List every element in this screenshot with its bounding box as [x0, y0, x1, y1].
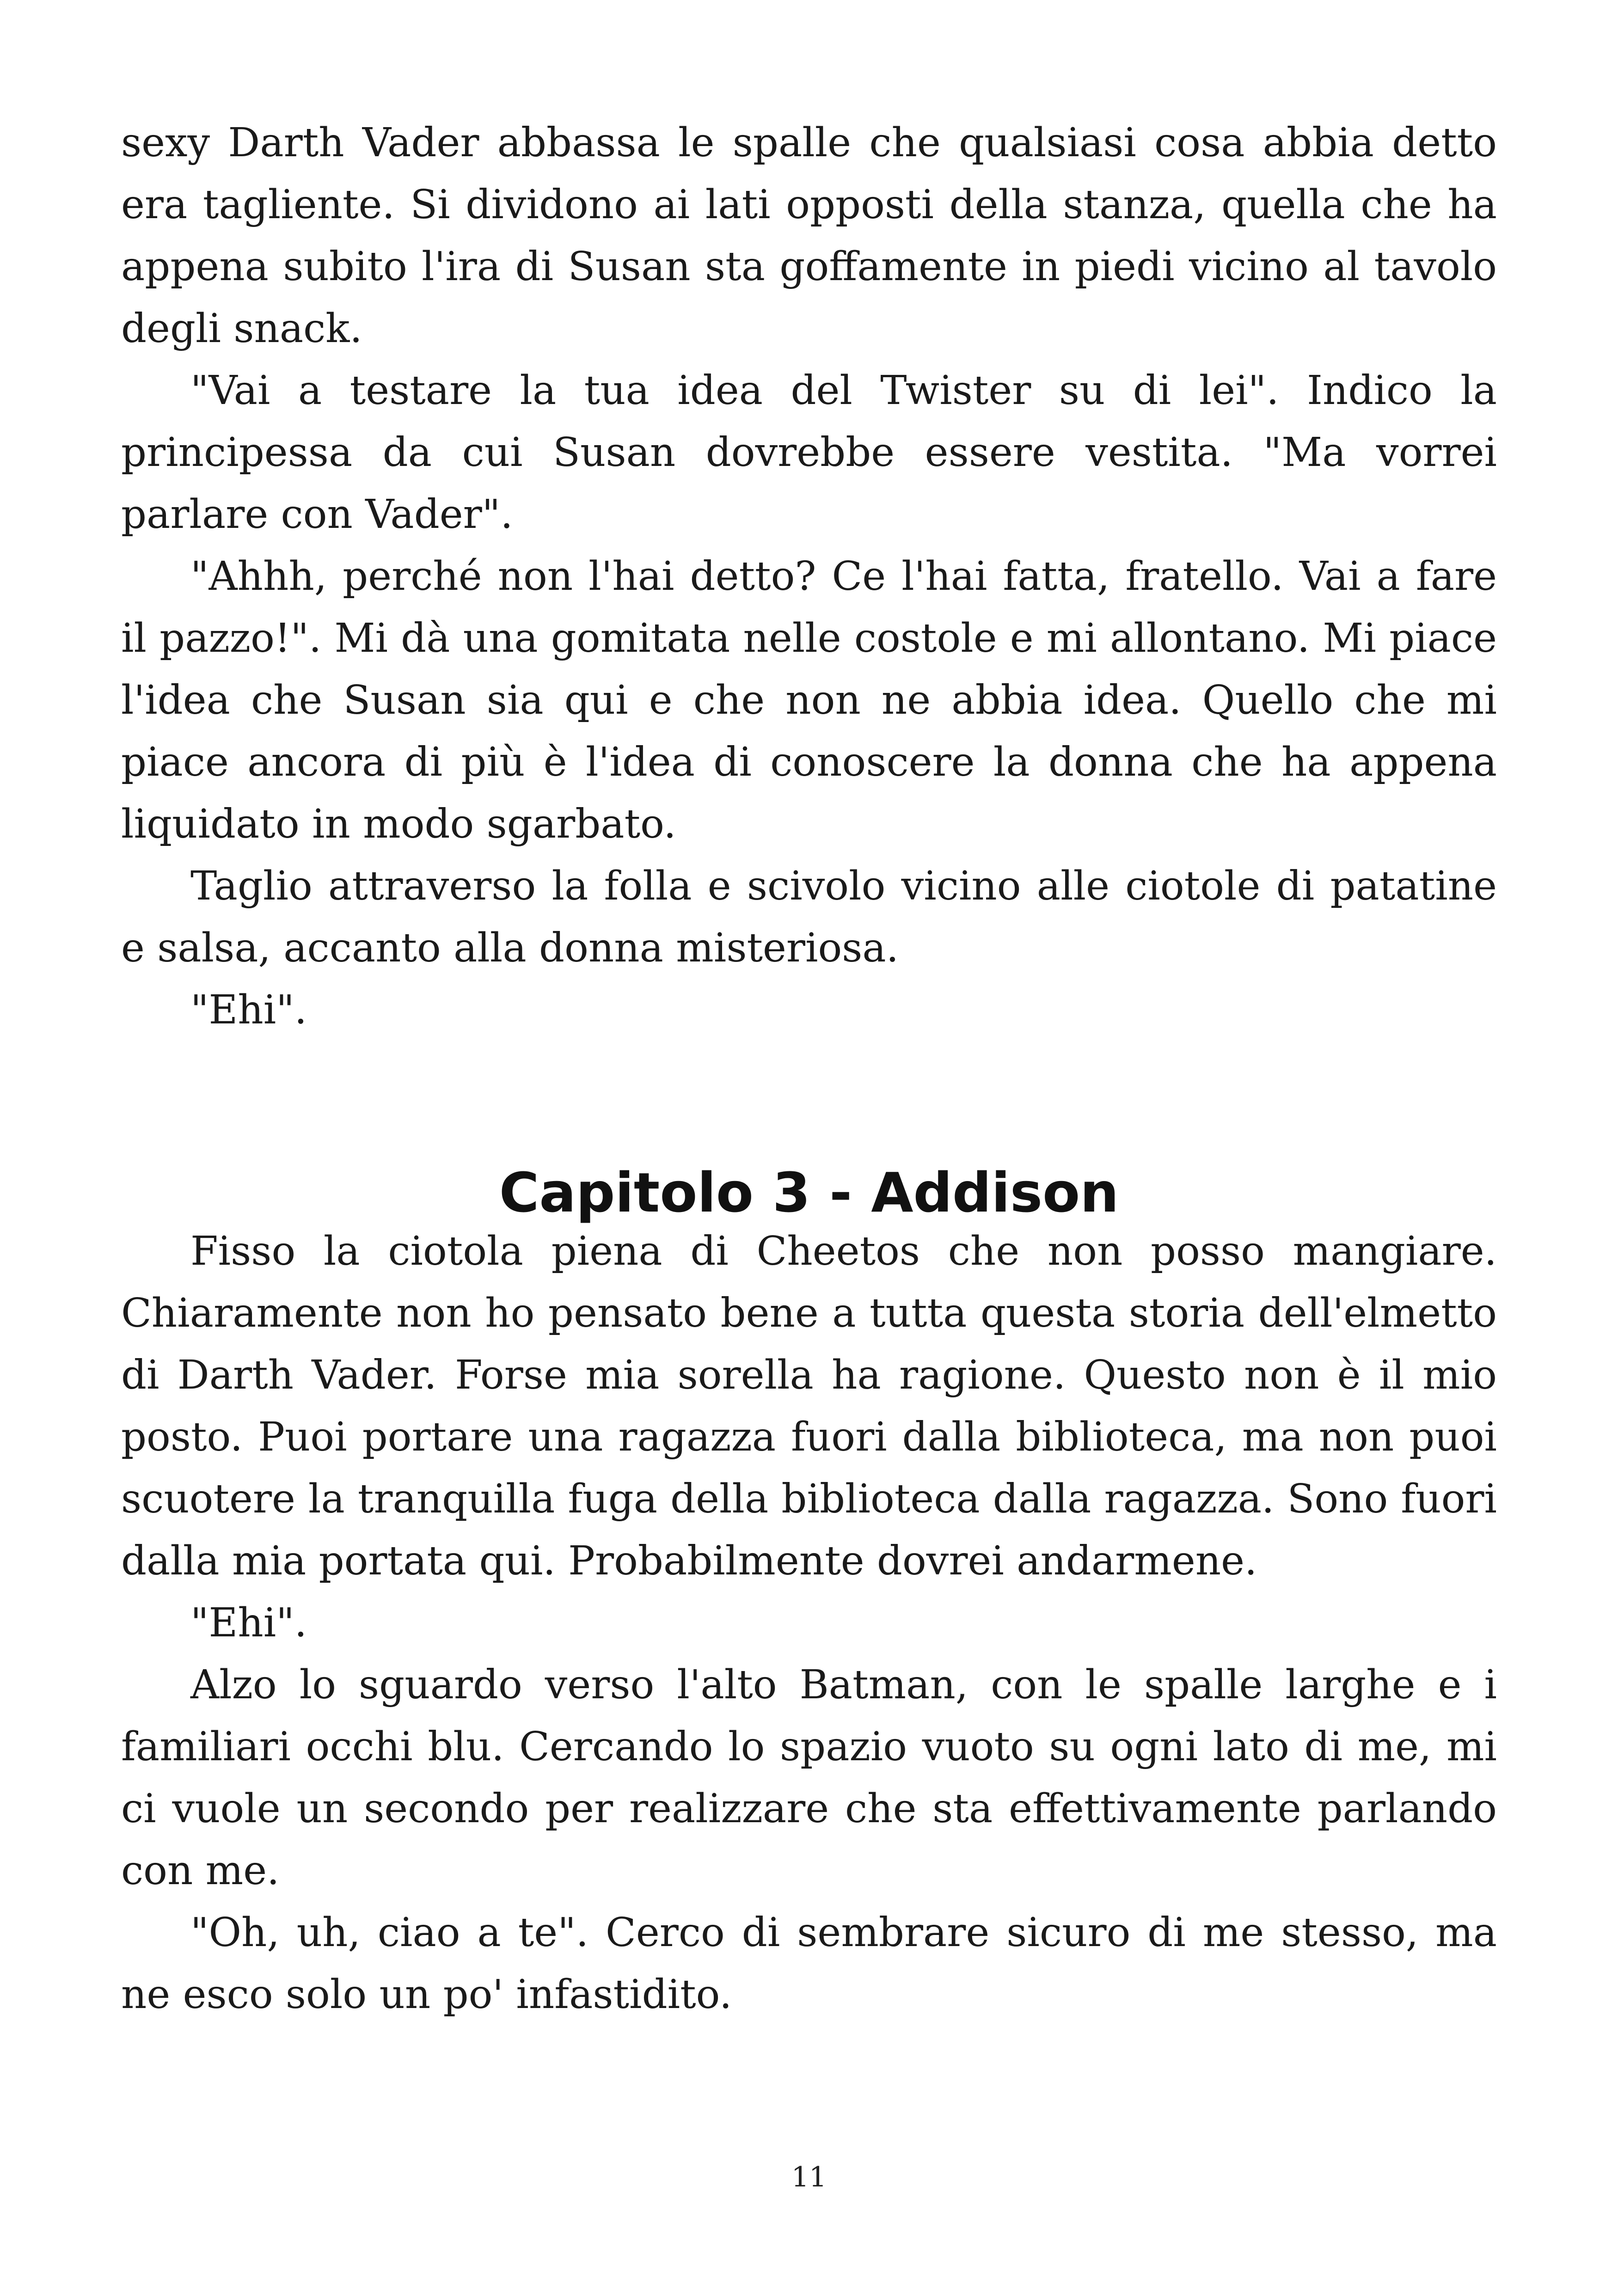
- paragraph: Alzo lo sguardo verso l'alto Batman, con le spalle larghe e i familiari occhi blu. Cercando lo spazio vuoto su ogni lato di me, mi ci vuole un secondo per realizzare che sta effettivamente parlando con me.: [121, 1662, 1497, 1894]
- chapter-title: Capitolo 3 - Addison: [499, 1161, 1119, 1225]
- chapter-text: [121, 1220, 1497, 2026]
- paragraph: "Ehi".: [190, 1600, 307, 1646]
- page-number: 11: [791, 2161, 827, 2193]
- paragraph: Taglio attraverso la folla e scivolo vicino alle ciotole di patatine e salsa, accanto alla donna misteriosa.: [121, 863, 1497, 971]
- paragraph: "Ahhh, perché non l'hai detto? Ce l'hai fatta, fratello. Vai a fare il pazzo!". Mi dà una gomitata nelle costole e mi allontano. Mi piace l'idea che Susan sia qui e che non ne abbia idea. Quello che mi piace ancora di più è l'idea di conoscere la donna che ha appena liquidato in modo sgarbato.: [121, 553, 1497, 847]
- paragraph: "Vai a testare la tua idea del Twister su di lei". Indico la principessa da cui Susan dovrebbe essere vestita. "Ma vorrei parlare con Vader".: [121, 367, 1497, 538]
- paragraph: Fisso la ciotola piena di Cheetos che non posso mangiare. Chiaramente non ho pensato bene a tutta questa storia dell'elmetto di Darth Vader. Forse mia sorella ha ragione. Questo non è il mio posto. Puoi portare una ragazza fuori dalla biblioteca, ma non puoi scuotere la tranquilla fuga della biblioteca dalla ragazza. Sono fuori dalla mia portata qui. Probabilmente dovrei andarmene.: [121, 1228, 1497, 1584]
- paragraph: "Ehi".: [190, 987, 307, 1033]
- previous-chapter-text: [121, 112, 1497, 1041]
- paragraph: sexy Darth Vader abbassa le spalle che qualsiasi cosa abbia detto era tagliente. Si dividono ai lati opposti della stanza, quella che ha appena subito l'ira di Susan sta goffamente in piedi vicino al tavolo degli snack.: [121, 120, 1497, 352]
- paragraph: "Oh, uh, ciao a te". Cerco di sembrare sicuro di me stesso, ma ne esco solo un po' infastidito.: [121, 1910, 1497, 2018]
